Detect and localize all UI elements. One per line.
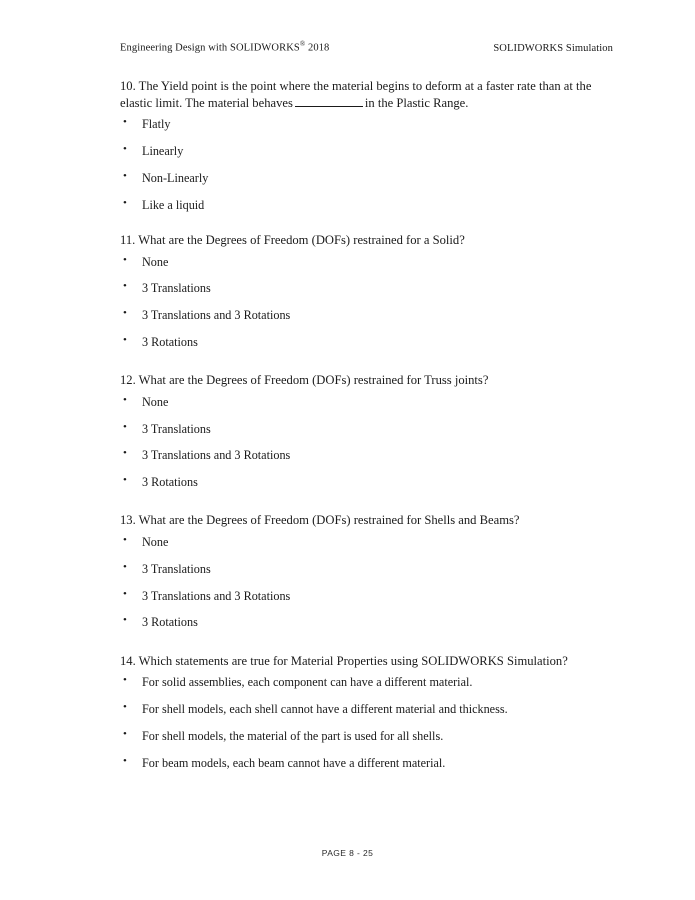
choice-list-11 xyxy=(120,255,610,351)
page-content xyxy=(120,78,610,790)
header-right-text: SOLIDWORKS Simulation xyxy=(493,42,613,54)
question-10-before-blank: 10. The Yield point is the point where the material begins to deform at a faster rate than at the elastic limit. The material behaves xyxy=(120,79,592,110)
choice-item[interactable]: • 3 Rotations xyxy=(120,335,610,350)
page-header xyxy=(120,40,615,54)
choice-item[interactable]: • Non-Linearly xyxy=(120,171,610,186)
choice-list-12 xyxy=(120,395,610,491)
choice-item[interactable]: • For shell models, the material of the part is used for all shells. xyxy=(120,729,610,744)
header-left-text xyxy=(120,40,329,54)
page-number-label: PAGE 8 - 25 xyxy=(321,848,374,858)
choice-item[interactable]: • For solid assemblies, each component can have a different material. xyxy=(120,675,610,690)
choice-item[interactable]: • Linearly xyxy=(120,144,610,159)
choice-item[interactable]: • 3 Translations xyxy=(120,422,610,437)
choice-item[interactable]: • 3 Rotations xyxy=(120,615,610,630)
question-text-13: 13. What are the Degrees of Freedom (DOFs) restrained for Shells and Beams? xyxy=(120,513,520,528)
choice-item[interactable]: • 3 Translations xyxy=(120,562,610,577)
choice-item[interactable]: • 3 Translations and 3 Rotations xyxy=(120,589,610,604)
choice-item[interactable]: • 3 Translations xyxy=(120,281,610,296)
question-text-10 xyxy=(120,78,610,111)
question-block-11 xyxy=(120,232,610,350)
choice-item[interactable]: • 3 Rotations xyxy=(120,475,610,490)
fill-in-blank[interactable] xyxy=(295,95,363,107)
header-book-title: Engineering Design with SOLIDWORKS xyxy=(120,42,300,54)
header-book-year: 2018 xyxy=(305,42,330,54)
choice-item[interactable]: • None xyxy=(120,395,610,410)
choice-item[interactable]: • For beam models, each beam cannot have a different material. xyxy=(120,756,610,771)
question-text-12: 12. What are the Degrees of Freedom (DOFs) restrained for Truss joints? xyxy=(120,373,489,388)
registered-mark-icon: ® xyxy=(299,40,306,48)
choice-item[interactable]: • None xyxy=(120,255,610,270)
choice-item[interactable]: • Like a liquid xyxy=(120,198,610,213)
choice-item[interactable]: • Flatly xyxy=(120,117,610,132)
question-block-13 xyxy=(120,512,610,630)
choice-item[interactable]: • 3 Translations and 3 Rotations xyxy=(120,448,610,463)
choice-list-10 xyxy=(120,117,610,213)
question-text-11: 11. What are the Degrees of Freedom (DOFs) restrained for a Solid? xyxy=(120,232,465,247)
question-block-10 xyxy=(120,78,610,213)
question-block-12 xyxy=(120,372,610,490)
choice-list-13 xyxy=(120,535,610,631)
choice-item[interactable]: • None xyxy=(120,535,610,550)
choice-item[interactable]: • For shell models, each shell cannot have a different material and thickness. xyxy=(120,702,610,717)
page-footer xyxy=(0,848,695,858)
question-block-14 xyxy=(120,653,610,771)
question-10-after-blank: in the Plastic Range. xyxy=(364,95,469,110)
question-text-14: 14. Which statements are true for Material Properties using SOLIDWORKS Simulation? xyxy=(120,653,568,668)
choice-list-14 xyxy=(120,675,610,771)
choice-item[interactable]: • 3 Translations and 3 Rotations xyxy=(120,308,610,323)
